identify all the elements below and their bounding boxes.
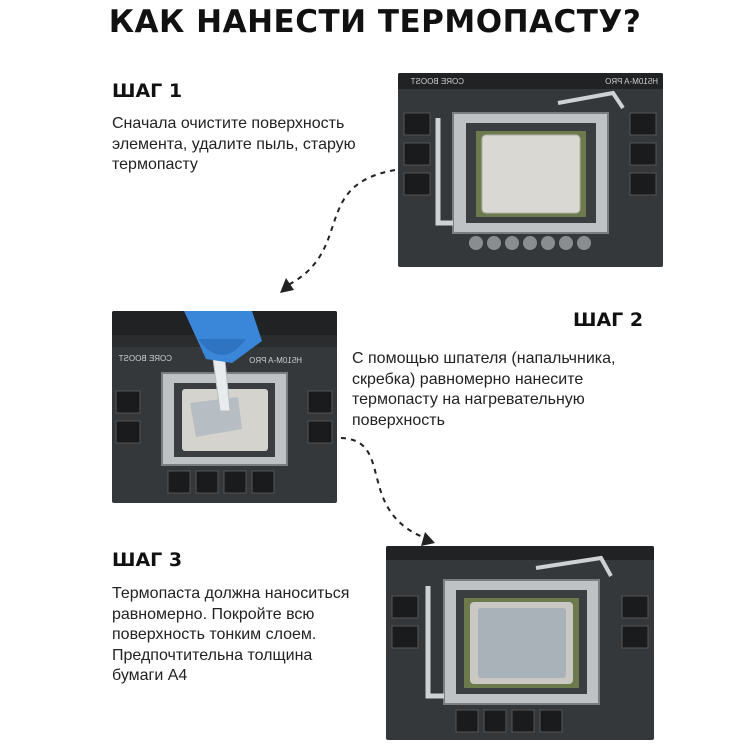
board-label-mirrored: CORE BOOST: [118, 354, 172, 363]
step-3-heading: ШАГ 3: [112, 549, 183, 571]
step-3-line: равномерно. Покройте всю: [112, 605, 315, 623]
step-2-line: термопасту на нагревательную: [352, 391, 585, 408]
step-1-heading: ШАГ 1: [112, 80, 183, 102]
step-2-text: [352, 349, 615, 431]
step-2-line: С помощью шпателя (напальчника,: [352, 350, 616, 367]
step-1-photo: [398, 73, 663, 267]
page-title: КАК НАНЕСТИ ТЕРМОПАСТУ?: [108, 4, 642, 40]
board-label-mirrored: H510M-A PRO: [605, 77, 658, 86]
step-1-line: элемента, удалите пыль, старую: [112, 135, 356, 153]
step-3-photo: [386, 546, 654, 740]
step-1-line: термопасту: [112, 156, 198, 173]
step-3-text: [112, 584, 349, 687]
step-2-line: скребка) равномерно нанесите: [352, 370, 584, 388]
step-3-line: Предпочтительна толщина: [112, 646, 313, 664]
step-3-line: Термопаста должна наноситься: [112, 585, 350, 602]
arrow-step-1-to-2: [270, 160, 400, 300]
step-2-line: поверхность: [352, 411, 445, 429]
step-3-line: бумаги А4: [112, 667, 188, 684]
step-1-line: Сначала очистите поверхность: [112, 115, 345, 132]
step-2-heading: ШАГ 2: [573, 309, 644, 331]
step-3-line: поверхность тонким слоем.: [112, 626, 317, 643]
board-label-mirrored: CORE BOOST: [410, 77, 464, 86]
step-2-photo: [112, 311, 337, 503]
board-label-mirrored: H510M-A PRO: [249, 356, 302, 365]
arrow-step-2-to-3: [335, 430, 445, 555]
